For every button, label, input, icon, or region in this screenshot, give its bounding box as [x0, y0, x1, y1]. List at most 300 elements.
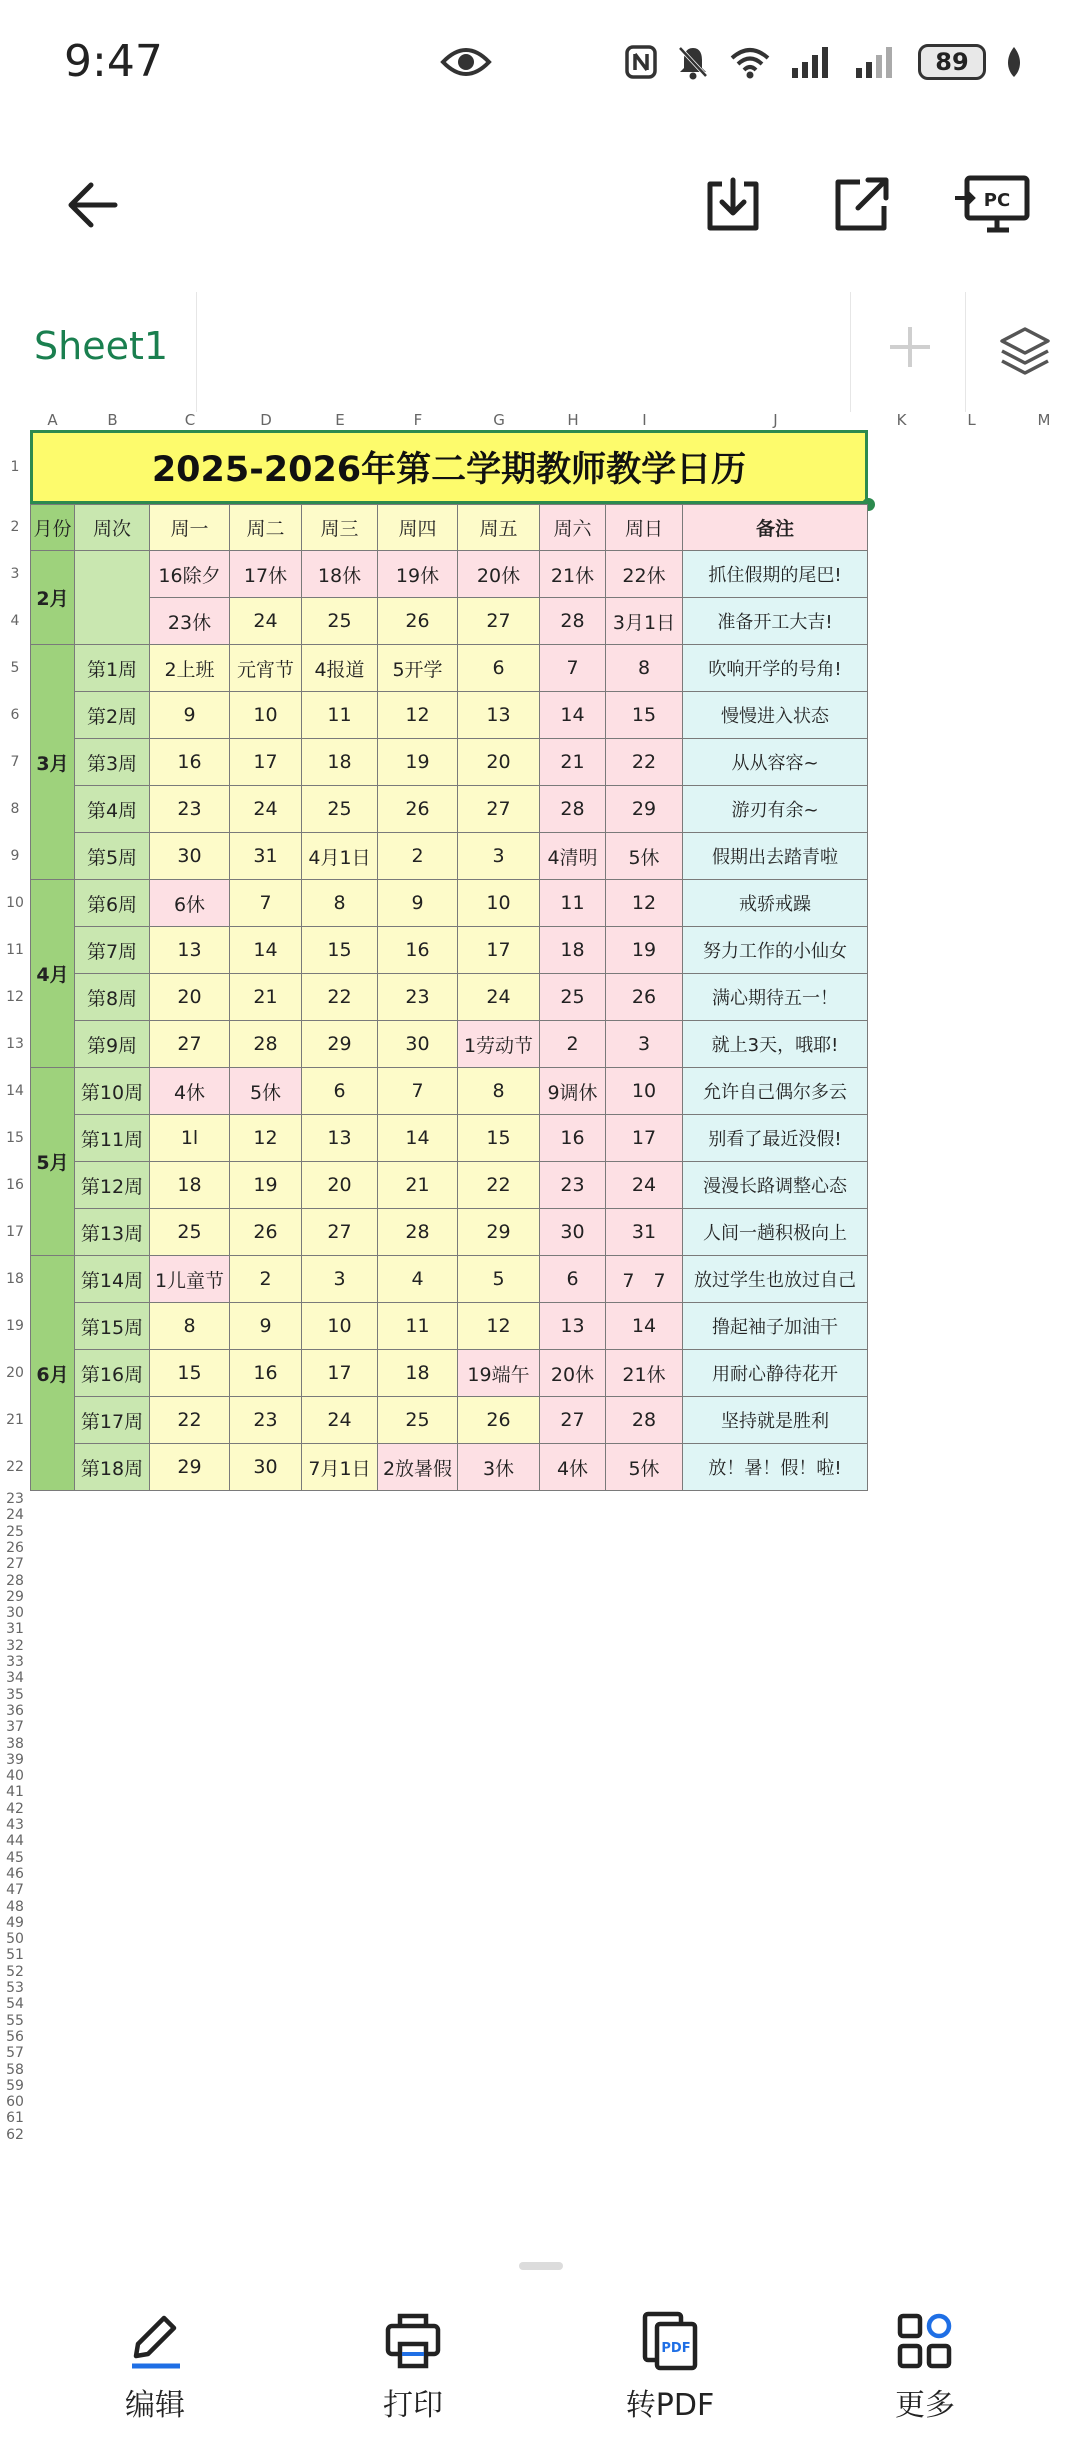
note-cell[interactable]: 假期出去踏青啦	[683, 833, 868, 880]
row-number[interactable]: 11	[6, 942, 24, 958]
day-cell[interactable]: 14	[606, 1303, 683, 1350]
row-number[interactable]: 13	[6, 1036, 24, 1052]
arrow-left-icon	[63, 175, 123, 235]
day-cell[interactable]: 27	[458, 598, 540, 645]
status-time: 9:47	[64, 36, 163, 87]
sheet-list-button[interactable]	[990, 317, 1060, 387]
day-cell[interactable]: 26	[378, 786, 458, 833]
header-cell[interactable]: 月份	[30, 504, 75, 551]
note-cell[interactable]: 人间一趟积极向上	[683, 1209, 868, 1256]
day-cell[interactable]: 17	[606, 1115, 683, 1162]
day-cell[interactable]: 20休	[458, 551, 540, 598]
day-cell[interactable]: 7 7	[606, 1256, 683, 1303]
day-cell[interactable]: 7	[540, 645, 606, 692]
day-cell[interactable]: 24	[230, 786, 302, 833]
week-cell[interactable]	[75, 551, 150, 645]
day-cell[interactable]: 19休	[378, 551, 458, 598]
row-number[interactable]: 43	[6, 1817, 24, 1833]
column-header[interactable]: E	[335, 411, 345, 429]
day-cell[interactable]: 16	[150, 739, 230, 786]
day-cell[interactable]: 22	[302, 974, 378, 1021]
note-cell[interactable]: 就上3天，哦耶!	[683, 1021, 868, 1068]
header-cell[interactable]: 周日	[606, 504, 683, 551]
week-cell[interactable]: 第11周	[75, 1115, 150, 1162]
note-cell[interactable]: 坚持就是胜利	[683, 1397, 868, 1444]
row-number[interactable]: 12	[6, 989, 24, 1005]
row-number[interactable]: 22	[6, 1459, 24, 1475]
day-cell[interactable]: 19端午	[458, 1350, 540, 1397]
day-cell[interactable]: 25	[302, 598, 378, 645]
day-cell[interactable]: 10	[230, 692, 302, 739]
month-cell[interactable]: 4月	[30, 880, 75, 1068]
day-cell[interactable]: 17休	[230, 551, 302, 598]
day-cell[interactable]: 30	[150, 833, 230, 880]
row-number[interactable]: 45	[6, 1849, 24, 1866]
day-cell[interactable]: 11	[302, 692, 378, 739]
row-number[interactable]: 51	[6, 1947, 24, 1964]
day-cell[interactable]: 27	[458, 786, 540, 833]
day-cell[interactable]: 4报道	[302, 645, 378, 692]
day-cell[interactable]: 21	[540, 739, 606, 786]
note-cell[interactable]: 撸起袖子加油干	[683, 1303, 868, 1350]
day-cell[interactable]: 25	[150, 1209, 230, 1256]
day-cell[interactable]: 3	[606, 1021, 683, 1068]
more-label: 更多	[895, 2388, 955, 2423]
day-cell[interactable]: 28	[230, 1021, 302, 1068]
day-cell[interactable]: 20	[458, 739, 540, 786]
day-cell[interactable]: 11	[378, 1303, 458, 1350]
week-cell[interactable]: 第8周	[75, 974, 150, 1021]
eye-icon	[440, 44, 492, 84]
day-cell[interactable]: 14	[378, 1115, 458, 1162]
day-cell[interactable]: 7	[230, 880, 302, 927]
day-cell[interactable]: 22	[150, 1397, 230, 1444]
day-cell[interactable]: 29	[606, 786, 683, 833]
day-cell[interactable]: 1儿童节	[150, 1256, 230, 1303]
week-cell[interactable]: 第7周	[75, 927, 150, 974]
day-cell[interactable]: 15	[606, 692, 683, 739]
day-cell[interactable]: 4休	[150, 1068, 230, 1115]
header-cell[interactable]: 周二	[230, 504, 302, 551]
column-header[interactable]: K	[896, 411, 907, 429]
download-icon	[702, 174, 764, 236]
day-cell[interactable]: 3	[458, 833, 540, 880]
row-number[interactable]: 58	[6, 2061, 24, 2078]
day-cell[interactable]: 6	[302, 1068, 378, 1115]
more-grid-icon	[894, 2310, 956, 2372]
day-cell[interactable]: 30	[378, 1021, 458, 1068]
day-cell[interactable]: 4清明	[540, 833, 606, 880]
svg-text:PDF: PDF	[661, 2341, 691, 2356]
month-cell[interactable]: 3月	[30, 645, 75, 880]
row-number[interactable]: 8	[10, 801, 20, 817]
sheet-tab-sheet1[interactable]: Sheet1	[34, 324, 169, 368]
day-cell[interactable]: 16	[230, 1350, 302, 1397]
day-cell[interactable]: 12	[606, 880, 683, 927]
week-cell[interactable]: 第2周	[75, 692, 150, 739]
week-cell[interactable]: 第3周	[75, 739, 150, 786]
row-number[interactable]: 33	[6, 1654, 24, 1670]
column-header[interactable]: M	[1037, 411, 1051, 429]
day-cell[interactable]: 6	[540, 1256, 606, 1303]
row-number[interactable]: 24	[6, 1507, 24, 1524]
day-cell[interactable]: 14	[230, 927, 302, 974]
day-cell[interactable]: 16	[540, 1115, 606, 1162]
row-number[interactable]: 18	[6, 1271, 24, 1287]
day-cell[interactable]: 12	[230, 1115, 302, 1162]
day-cell[interactable]: 6	[458, 645, 540, 692]
row-number[interactable]: 59	[6, 2077, 24, 2094]
day-cell[interactable]: 5	[458, 1256, 540, 1303]
note-cell[interactable]: 别看了最近没假!	[683, 1115, 868, 1162]
week-cell[interactable]: 第13周	[75, 1209, 150, 1256]
day-cell[interactable]: 20	[150, 974, 230, 1021]
day-cell[interactable]: 21	[378, 1162, 458, 1209]
column-header[interactable]: J	[773, 411, 778, 429]
week-cell[interactable]: 第5周	[75, 833, 150, 880]
day-cell[interactable]: 18	[378, 1350, 458, 1397]
row-number[interactable]: 3	[10, 566, 20, 582]
row-number[interactable]: 5	[10, 660, 20, 676]
convert-pdf-button[interactable]	[590, 2310, 750, 2424]
column-header[interactable]: H	[567, 411, 579, 429]
day-cell[interactable]: 20休	[540, 1350, 606, 1397]
drag-handle[interactable]	[519, 2262, 563, 2270]
day-cell[interactable]: 25	[302, 786, 378, 833]
week-cell[interactable]: 第1周	[75, 645, 150, 692]
week-cell[interactable]: 第9周	[75, 1021, 150, 1068]
note-cell[interactable]: 戒骄戒躁	[683, 880, 868, 927]
header-cell[interactable]: 备注	[683, 504, 868, 551]
day-cell[interactable]: 21休	[606, 1350, 683, 1397]
calendar-title-cell[interactable]: 2025-2026年第二学期教师教学日历	[30, 430, 868, 504]
edit-button[interactable]	[75, 2310, 235, 2424]
month-cell[interactable]: 2月	[30, 551, 75, 645]
note-cell[interactable]: 准备开工大吉!	[683, 598, 868, 645]
day-cell[interactable]: 31	[606, 1209, 683, 1256]
day-cell[interactable]: 28	[540, 598, 606, 645]
day-cell[interactable]: 4月1日	[302, 833, 378, 880]
more-button[interactable]	[845, 2310, 1005, 2424]
day-cell[interactable]: 9	[230, 1303, 302, 1350]
note-cell[interactable]: 用耐心静待花开	[683, 1350, 868, 1397]
row-number[interactable]: 61	[6, 2110, 24, 2127]
day-cell[interactable]: 26	[458, 1397, 540, 1444]
week-cell[interactable]: 第4周	[75, 786, 150, 833]
day-cell[interactable]: 5休	[606, 1444, 683, 1491]
row-number[interactable]: 32	[6, 1637, 24, 1654]
column-header[interactable]: F	[413, 411, 423, 429]
day-cell[interactable]: 19	[606, 927, 683, 974]
header-cell[interactable]: 周五	[458, 504, 540, 551]
day-cell[interactable]: 23	[230, 1397, 302, 1444]
day-cell[interactable]: 16除夕	[150, 551, 230, 598]
day-cell[interactable]: 7月1日	[302, 1444, 378, 1491]
row-number[interactable]: 50	[6, 1931, 24, 1948]
header-cell[interactable]: 周一	[150, 504, 230, 551]
day-cell[interactable]: 22	[606, 739, 683, 786]
row-number[interactable]: 53	[6, 1980, 24, 1996]
header-cell[interactable]: 周六	[540, 504, 606, 551]
row-number[interactable]: 49	[6, 1914, 24, 1931]
header-cell[interactable]: 周次	[75, 504, 150, 551]
day-cell[interactable]: 26	[378, 598, 458, 645]
row-number[interactable]: 34	[6, 1670, 24, 1687]
row-number[interactable]: 23	[6, 1491, 24, 1507]
day-cell[interactable]: 16	[378, 927, 458, 974]
day-cell[interactable]: 5休	[606, 833, 683, 880]
row-number[interactable]: 46	[6, 1865, 24, 1882]
spreadsheet-grid[interactable]	[0, 410, 1080, 2240]
column-header[interactable]: A	[47, 411, 58, 429]
day-cell[interactable]: 19	[230, 1162, 302, 1209]
share-button[interactable]	[826, 170, 896, 240]
day-cell[interactable]: 27	[302, 1209, 378, 1256]
row-number[interactable]: 20	[6, 1365, 24, 1381]
day-cell[interactable]: 23	[150, 786, 230, 833]
column-header[interactable]: B	[107, 411, 118, 429]
day-cell[interactable]: 25	[378, 1397, 458, 1444]
day-cell[interactable]: 26	[230, 1209, 302, 1256]
row-number[interactable]: 27	[6, 1556, 24, 1573]
day-cell[interactable]: 29	[302, 1021, 378, 1068]
day-cell[interactable]: 24	[606, 1162, 683, 1209]
day-cell[interactable]: 27	[540, 1397, 606, 1444]
save-download-button[interactable]	[698, 170, 768, 240]
week-cell[interactable]: 第12周	[75, 1162, 150, 1209]
note-cell[interactable]: 放过学生也放过自己	[683, 1256, 868, 1303]
day-cell[interactable]: 17	[230, 739, 302, 786]
back-button[interactable]	[58, 170, 128, 240]
row-number[interactable]: 56	[6, 2028, 24, 2045]
row-number[interactable]: 7	[10, 754, 20, 770]
day-cell[interactable]: 3休	[458, 1444, 540, 1491]
day-cell[interactable]: 2	[378, 833, 458, 880]
note-cell[interactable]: 放！暑！假！啦!	[683, 1444, 868, 1491]
row-number[interactable]: 44	[6, 1833, 24, 1850]
day-cell[interactable]: 8	[458, 1068, 540, 1115]
day-cell[interactable]: 15	[150, 1350, 230, 1397]
day-cell[interactable]: 15	[302, 927, 378, 974]
bottom-toolbar	[0, 2250, 1080, 2438]
day-cell[interactable]: 9	[150, 692, 230, 739]
print-button[interactable]	[333, 2310, 493, 2424]
row-number[interactable]: 57	[6, 2045, 24, 2062]
day-cell[interactable]: 20	[302, 1162, 378, 1209]
column-header[interactable]: L	[967, 411, 976, 429]
day-cell[interactable]: 19	[378, 739, 458, 786]
day-cell[interactable]: 21	[230, 974, 302, 1021]
row-number[interactable]: 37	[6, 1719, 24, 1736]
note-cell[interactable]: 吹响开学的号角!	[683, 645, 868, 692]
row-number[interactable]: 35	[6, 1686, 24, 1703]
note-cell[interactable]: 允许自己偶尔多云	[683, 1068, 868, 1115]
row-number[interactable]: 62	[6, 2126, 24, 2143]
day-cell[interactable]: 25	[540, 974, 606, 1021]
day-cell[interactable]: 10	[302, 1303, 378, 1350]
day-cell[interactable]: 15	[458, 1115, 540, 1162]
day-cell[interactable]: 1劳动节	[458, 1021, 540, 1068]
pdf-label: 转PDF	[625, 2388, 715, 2423]
column-header[interactable]: C	[184, 411, 196, 429]
day-cell[interactable]: 29	[458, 1209, 540, 1256]
day-cell[interactable]: 8	[606, 645, 683, 692]
row-number[interactable]: 10	[6, 895, 24, 911]
day-cell[interactable]: 23	[378, 974, 458, 1021]
row-number[interactable]: 36	[6, 1702, 24, 1719]
row-number[interactable]: 16	[6, 1177, 24, 1193]
week-cell[interactable]: 第6周	[75, 880, 150, 927]
day-cell[interactable]: 4	[378, 1256, 458, 1303]
day-cell[interactable]: 10	[606, 1068, 683, 1115]
day-cell[interactable]: 27	[150, 1021, 230, 1068]
note-cell[interactable]: 抓住假期的尾巴!	[683, 551, 868, 598]
note-cell[interactable]: 慢慢进入状态	[683, 692, 868, 739]
signal-icon	[790, 44, 836, 80]
row-number[interactable]: 38	[6, 1735, 24, 1752]
day-cell[interactable]: 1l	[150, 1115, 230, 1162]
day-cell[interactable]: 3	[302, 1256, 378, 1303]
week-cell[interactable]: 第10周	[75, 1068, 150, 1115]
month-cell[interactable]: 6月	[30, 1256, 75, 1491]
day-cell[interactable]: 30	[540, 1209, 606, 1256]
day-cell[interactable]: 18	[150, 1162, 230, 1209]
day-cell[interactable]: 23	[540, 1162, 606, 1209]
row-number[interactable]: 25	[6, 1523, 24, 1540]
day-cell[interactable]: 13	[150, 927, 230, 974]
row-number[interactable]: 15	[6, 1130, 24, 1146]
day-cell[interactable]: 18	[540, 927, 606, 974]
row-number[interactable]: 47	[6, 1882, 24, 1899]
day-cell[interactable]: 28	[540, 786, 606, 833]
row-number[interactable]: 39	[6, 1751, 24, 1768]
day-cell[interactable]: 29	[150, 1444, 230, 1491]
note-cell[interactable]: 努力工作的小仙女	[683, 927, 868, 974]
row-number[interactable]: 19	[6, 1318, 24, 1334]
edit-label: 编辑	[125, 2388, 185, 2423]
day-cell[interactable]: 13	[302, 1115, 378, 1162]
note-cell[interactable]: 从从容容~	[683, 739, 868, 786]
day-cell[interactable]: 12	[378, 692, 458, 739]
day-cell[interactable]: 14	[540, 692, 606, 739]
day-cell[interactable]: 6休	[150, 880, 230, 927]
row-number[interactable]: 28	[6, 1572, 24, 1589]
day-cell[interactable]: 26	[606, 974, 683, 1021]
day-cell[interactable]: 2放暑假	[378, 1444, 458, 1491]
row-number[interactable]: 14	[6, 1083, 24, 1099]
day-cell[interactable]: 22	[458, 1162, 540, 1209]
day-cell[interactable]: 30	[230, 1444, 302, 1491]
week-cell[interactable]: 第18周	[75, 1444, 150, 1491]
day-cell[interactable]: 8	[150, 1303, 230, 1350]
day-cell[interactable]: 28	[606, 1397, 683, 1444]
day-cell[interactable]: 13	[540, 1303, 606, 1350]
note-cell[interactable]: 漫漫长路调整心态	[683, 1162, 868, 1209]
pencil-icon	[124, 2310, 186, 2372]
day-cell[interactable]: 13	[458, 692, 540, 739]
day-cell[interactable]: 24	[458, 974, 540, 1021]
row-number[interactable]: 26	[6, 1539, 24, 1556]
column-header[interactable]: I	[642, 411, 647, 429]
plus-icon	[880, 317, 940, 377]
row-number[interactable]: 6	[10, 707, 20, 723]
day-cell[interactable]: 21休	[540, 551, 606, 598]
day-cell[interactable]: 9调休	[540, 1068, 606, 1115]
add-sheet-button[interactable]	[880, 317, 940, 377]
day-cell[interactable]: 8	[302, 880, 378, 927]
row-number[interactable]: 55	[6, 2012, 24, 2029]
day-cell[interactable]: 28	[378, 1209, 458, 1256]
day-cell[interactable]: 17	[302, 1350, 378, 1397]
header-cell[interactable]: 周三	[302, 504, 378, 551]
top-toolbar	[0, 150, 1080, 260]
day-cell[interactable]: 12	[458, 1303, 540, 1350]
day-cell[interactable]: 2	[230, 1256, 302, 1303]
open-on-pc-button[interactable]	[952, 170, 1034, 240]
month-cell[interactable]: 5月	[30, 1068, 75, 1256]
day-cell[interactable]: 10	[458, 880, 540, 927]
row-number[interactable]: 31	[6, 1621, 24, 1638]
row-number[interactable]: 30	[6, 1605, 24, 1622]
day-cell[interactable]: 7	[378, 1068, 458, 1115]
note-cell[interactable]: 游刃有余~	[683, 786, 868, 833]
day-cell[interactable]: 3月1日	[606, 598, 683, 645]
day-cell[interactable]: 17	[458, 927, 540, 974]
day-cell[interactable]: 18休	[302, 551, 378, 598]
battery-indicator: 89	[918, 44, 986, 80]
day-cell[interactable]: 4休	[540, 1444, 606, 1491]
pdf-icon	[639, 2310, 701, 2372]
row-number[interactable]: 40	[6, 1768, 24, 1785]
row-number[interactable]: 2	[10, 519, 20, 535]
day-cell[interactable]: 2上班	[150, 645, 230, 692]
row-number[interactable]: 9	[10, 848, 20, 864]
day-cell[interactable]: 5开学	[378, 645, 458, 692]
row-number[interactable]: 4	[10, 613, 20, 629]
day-cell[interactable]: 2	[540, 1021, 606, 1068]
day-cell[interactable]: 31	[230, 833, 302, 880]
day-cell[interactable]: 24	[302, 1397, 378, 1444]
column-header[interactable]: G	[493, 411, 505, 429]
row-number[interactable]: 1	[10, 459, 20, 475]
row-number[interactable]: 42	[6, 1800, 24, 1817]
week-cell[interactable]: 第16周	[75, 1350, 150, 1397]
day-cell[interactable]: 23休	[150, 598, 230, 645]
row-number[interactable]: 21	[6, 1412, 24, 1428]
row-number[interactable]: 60	[6, 2094, 24, 2111]
column-header[interactable]: D	[260, 411, 272, 429]
header-cell[interactable]: 周四	[378, 504, 458, 551]
week-cell[interactable]: 第15周	[75, 1303, 150, 1350]
day-cell[interactable]: 22休	[606, 551, 683, 598]
row-number[interactable]: 52	[6, 1963, 24, 1980]
day-cell[interactable]: 元宵节	[230, 645, 302, 692]
day-cell[interactable]: 24	[230, 598, 302, 645]
day-cell[interactable]: 9	[378, 880, 458, 927]
week-cell[interactable]: 第14周	[75, 1256, 150, 1303]
day-cell[interactable]: 18	[302, 739, 378, 786]
row-number[interactable]: 17	[6, 1224, 24, 1240]
row-number[interactable]: 48	[6, 1898, 24, 1915]
note-cell[interactable]: 满心期待五一！	[683, 974, 868, 1021]
day-cell[interactable]: 5休	[230, 1068, 302, 1115]
row-number[interactable]: 29	[6, 1588, 24, 1605]
status-bar	[0, 0, 1080, 130]
week-cell[interactable]: 第17周	[75, 1397, 150, 1444]
row-number[interactable]: 54	[6, 1996, 24, 2013]
row-number[interactable]: 41	[6, 1784, 24, 1801]
day-cell[interactable]: 11	[540, 880, 606, 927]
